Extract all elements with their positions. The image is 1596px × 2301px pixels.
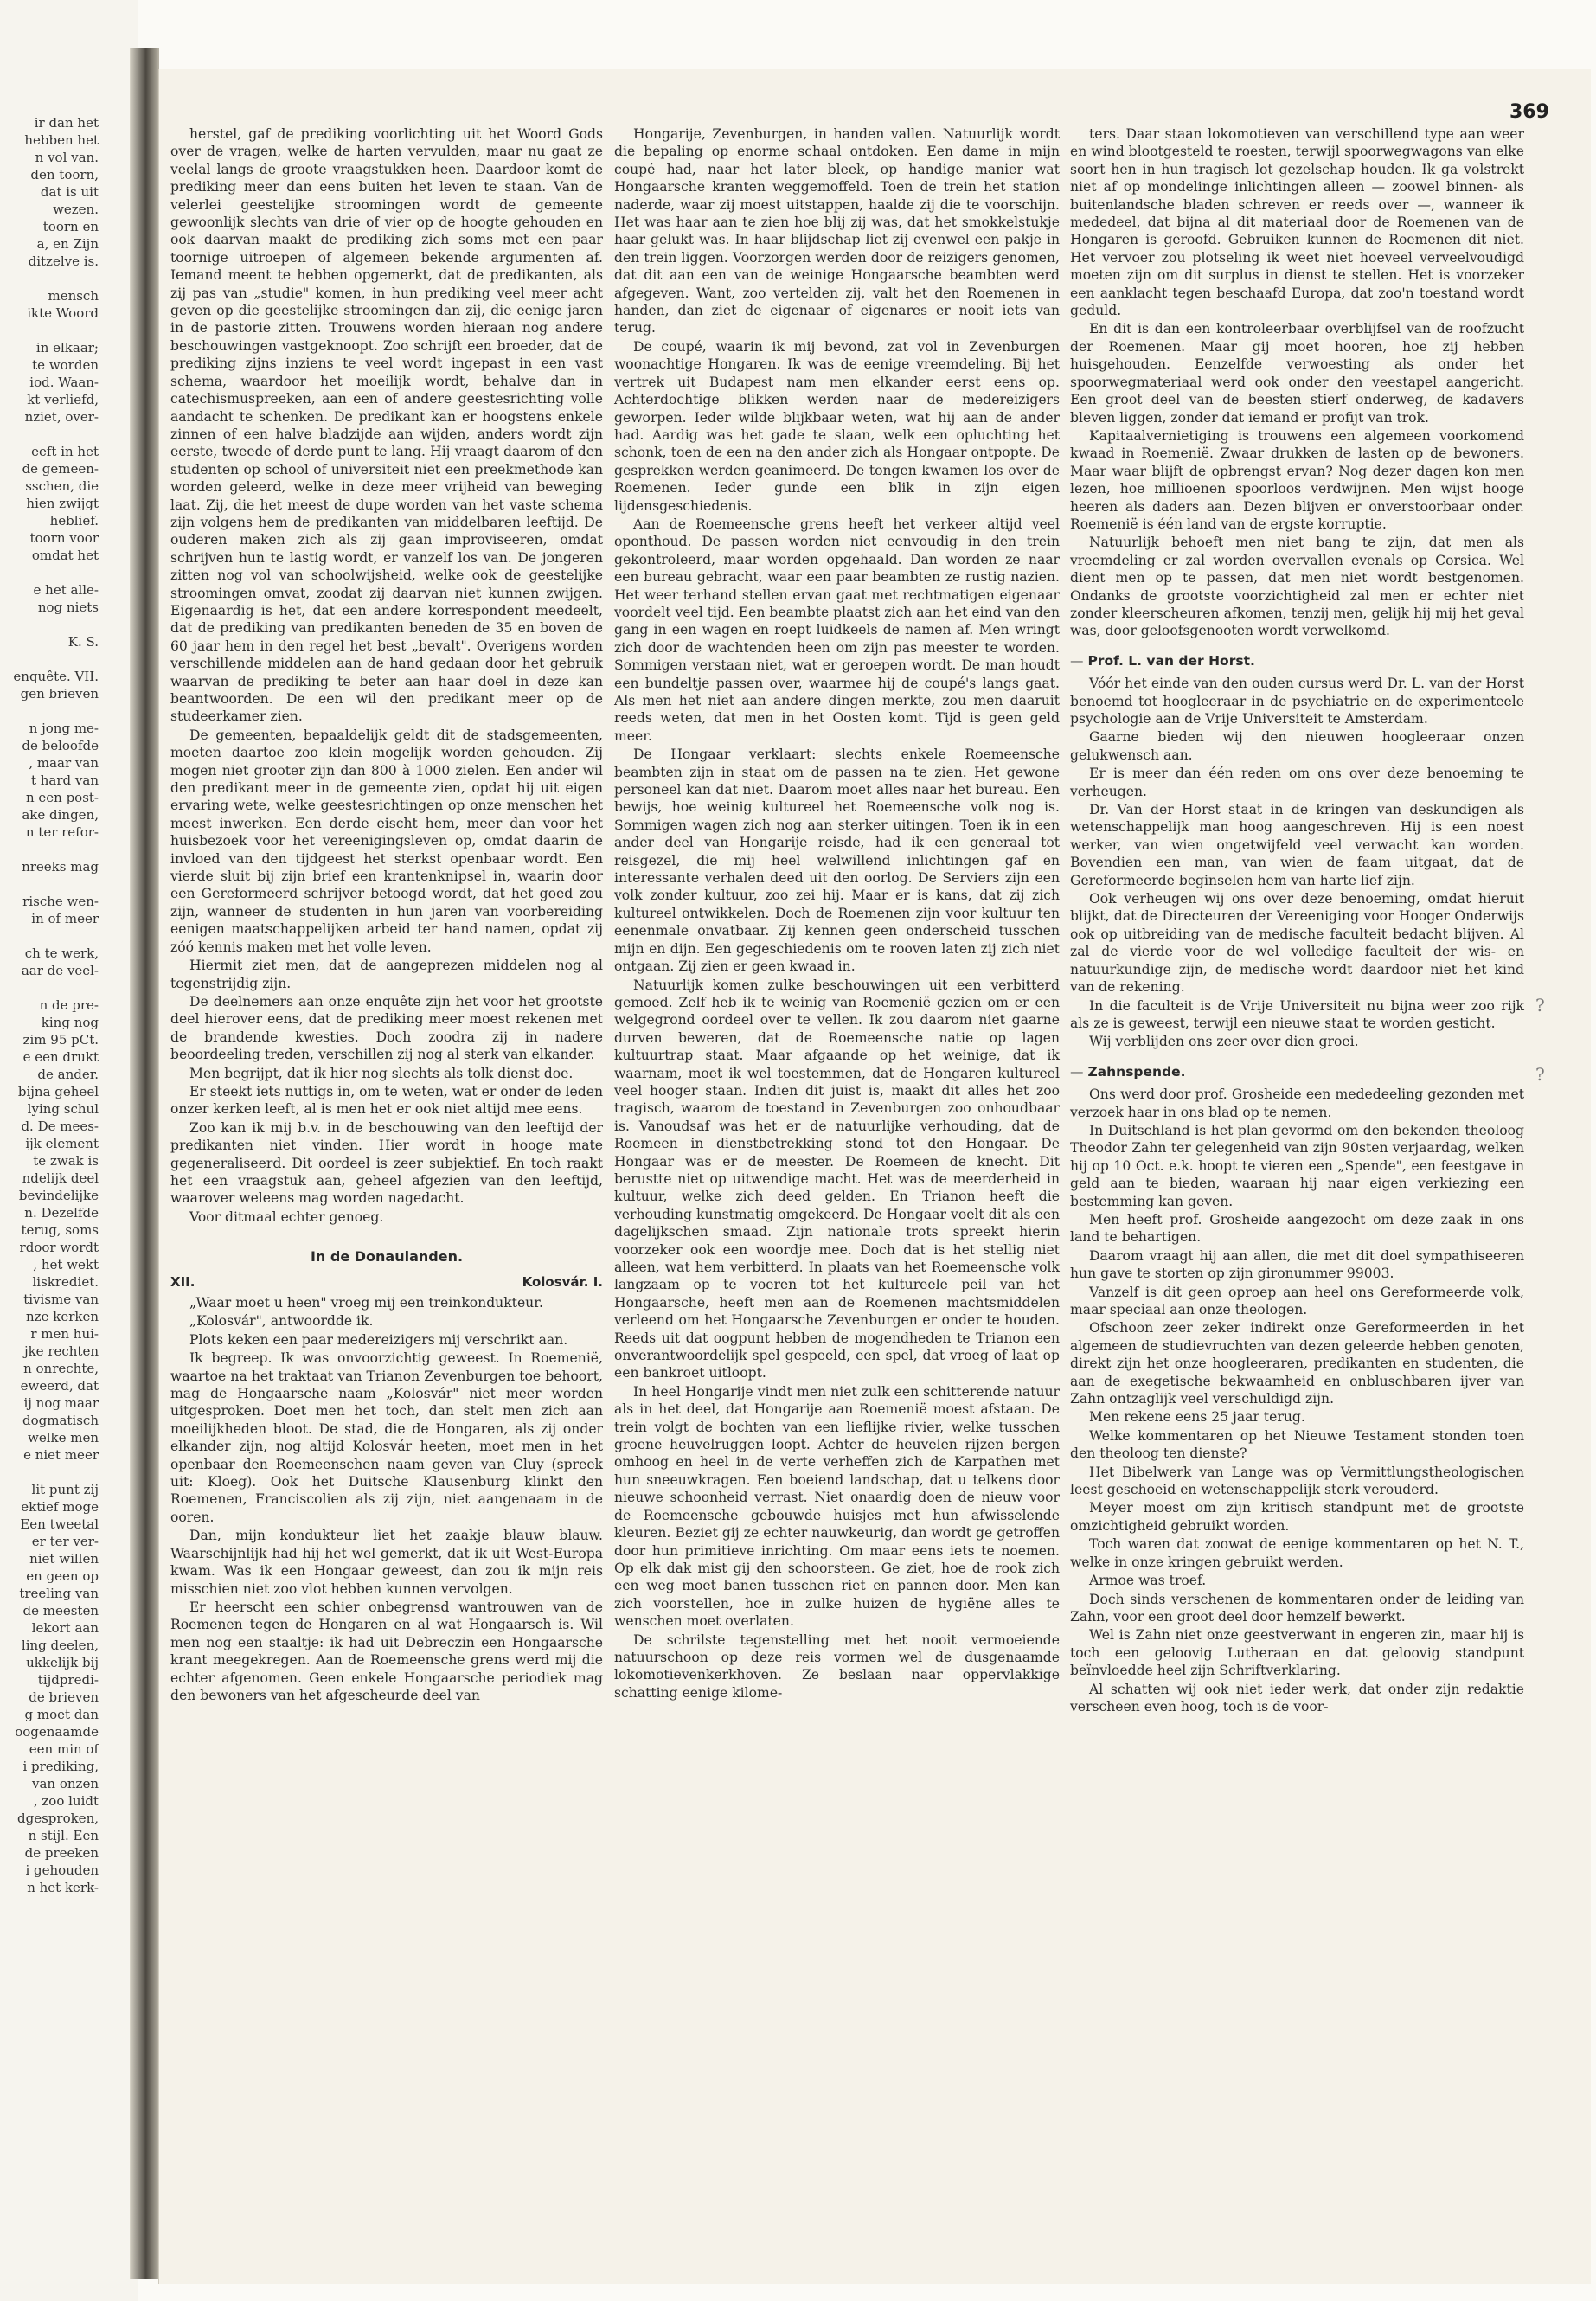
paragraph: „Kolosvár", antwoordde ik.: [189, 1313, 374, 1330]
margin-pencil-mark: ?: [1535, 1064, 1545, 1085]
page-number: 369: [1509, 101, 1549, 123]
paragraph: Doch sinds verschenen de kommentaren onder de leiding van Zahn, voor een groot deel door hemzelf bewerkt.: [1070, 1591, 1524, 1625]
rubric-2-paragraphs: [1070, 1086, 1524, 1715]
paragraph: In Duitschland is het plan gevormd om den bekenden theoloog Theodor Zahn ter gelegenheid van zijn 90sten verjaardag, welken hij op 10 Oct. e.k. hoopt te vieren een „Spende", een feestgave in geld aan te bieden, waaraan hij naar eigen verkiezing een bestemming kan geven.: [1070, 1122, 1524, 1209]
paragraph: Zoo kan ik mij b.v. in de beschouwing van den leeftijd der predikanten niet vinden. Hier wordt in hooge mate gegeneraliseerd. Dit oordeel is zeer subjektief. En toch raakt het een vraagstuk aan, geheel afgezien van den leeftijd, waarover weleens mag worden nagedacht.: [170, 1119, 603, 1207]
paragraph: Vóór het einde van den ouden cursus werd Dr. L. van der Horst benoemd tot hoogleeraar in de psychiatrie en de experimenteele psychologie aan de Vrije Universiteit te Amsterdam.: [1070, 676, 1524, 727]
column-3-paragraphs: [1070, 125, 1524, 640]
paragraph: Ons werd door prof. Grosheide een mededeeling gezonden met verzoek haar in ons blad op te nemen.: [1070, 1086, 1524, 1120]
paragraph: Men rekene eens 25 jaar terug.: [1089, 1409, 1305, 1426]
section-paragraphs: [170, 1294, 603, 1704]
paragraph: De coupé, waarin ik mij bevond, zat vol in Zevenburgen woonachtige Hongaren. Ik was de eenige vreemdeling. Bij het vertrek uit Budapest nam men elkander eerst eens op. Achterdochtige blikken werden naar de medereizigers geworpen. Ieder wilde blijkbaar weten, wat hij aan de ander had. Aardig was het gade te slaan, welk een opluchting het schonk, toen de een na den ander zich als Hongaar ontpopte. De gesprekken werden geanimeerd. De tongen kwamen los over de Roemenen. Ieder gunde een blik in zijn eigen lijdensgeschiedenis.: [614, 338, 1060, 514]
column-2: [614, 125, 1060, 1702]
paragraph: „Waar moet u heen" vroeg mij een treinkondukteur.: [189, 1295, 543, 1311]
paragraph: Aan de Roemeensche grens heeft het verkeer altijd veel oponthoud. De passen worden niet eenvoudig in den trein gekontroleerd, maar worden opgehaald. Dan worden ze naar een bureau gebracht, waar een paar beambten ze rustig nazien. Het weer terhand stellen ervan gaat met rechtmatigen eigenaar voordelt veel tijd. Een beambte plaatst zich aan het eind van den gang in een wagen en roept luidkeels de namen af. Men wringt zich door de wachtenden heen om zijn pas meester te worden. Sommigen verstaan niet, wat er geroepen wordt. De man houdt een bundeltje passen over, waarmee hij de coupé's langs gaat. Als men het niet aan andere dingen merkte, zou men daaruit reeds weten, dat men in het Oosten komt. Tijd is geen geld meer.: [614, 516, 1060, 744]
paragraph: De gemeenten, bepaaldelijk geldt dit de stadsgemeenten, moeten daartoe zoo klein mogelijk worden gehouden. Zij mogen niet grooter zijn dan 800 à 1000 zielen. Een ander wil den predikant meer in de gemeente zien, opdat hij uit eigen ervaring wete, welke geestesrichtingen op onze menschen het meest inwerken. Een derde eischt hem, meer dan voor het huisbezoek voor het vereenigingsleven op, omdat daarin de invloed van den tijdgeest het sterkst openbaar wordt. Een vierde sluit bij zijn brief een krantenknipsel in, waarin door een Gereformeerd schrijver betoogd wordt, dat het goed zou zijn, wanneer de studenten in hun jaren van voorbereiding eenigen maatschappelijken arbeid ter hand namen, opdat zij zóó kennis maken met het volle leven.: [170, 727, 603, 955]
paragraph: Meyer moest om zijn kritisch standpunt met de grootste omzichtigheid gebruikt worden.: [1070, 1500, 1524, 1534]
column-2-paragraphs: [614, 125, 1060, 1702]
previous-page-edge: [0, 0, 138, 2301]
paragraph: En dit is dan een kontroleerbaar overblijfsel van de roofzucht der Roemenen. Maar gij moet hooren, hoe zij hebben huisgehouden. Eenzelfde verwoesting als onder het spoorwegmateriaal werd ook onder den veestapel aangericht. Een groot deel van de beesten stierf onderweg, de kadavers bleven liggen, zonder dat iemand er profijt van trok.: [1070, 321, 1524, 426]
paragraph: Natuurlijk komen zulke beschouwingen uit een verbitterd gemoed. Zelf heb ik te weinig van Roemenië gezien om er een welgegrond oordeel over te vellen. Ik zou daarom niet gaarne durven beweren, dat de Roemeensche natie op lagen kultuurtrap staat. Maar afgaande op het weinige, dat ik waarnam, moet ik wel toestemmen, dat de Hongaren kultureel veel hooger staan. Indien dit juist is, maakt dit alles het zoo tragisch, waarom de toestand in Zevenburgen zoo onhoudbaar is. Vanoudsaf was het er de natuurlijke verhouding, dat de Roemeen in dienstbetrekking stond tot den Hongaar. De Hongaar was er de meester. De Roemeen de knecht. Dit berustte niet op uitwendige macht. Het was de meerderheid in kultuur, welke zich deed gelden. En Trianon heeft die verhouding kunstmatig omgekeerd. De Hongaar voelt dit als een dagelijkschen smaad. Zijn nationale trots spreekt hierin voorzeker ook een woordje mee. Doch dat is het stellig niet alleen, wat hem verbitterd. In plaats van het Roemeensche volk langzaam op te voeren tot het kultureele peil van het Hongaarsche, heeft men aan de Roemenen machtsmiddelen verleend om het Hongaarsche Zevenburgen er onder te houden. Reeds uit dat oogpunt hebben de mogendheden te Trianon een onverantwoordelijk spel gespeeld, een spel, dat vroeg of laat op een bankroet uitloopt.: [614, 977, 1060, 1381]
paragraph: Er steekt iets nuttigs in, om te weten, wat er onder de leden onzer kerken leeft, al is men het er ook niet altijd mee eens.: [170, 1083, 603, 1118]
dateline-place: Kolosvár. I.: [522, 1273, 603, 1290]
paragraph: Toch waren dat zoowat de eenige kommentaren op het N. T., welke in onze kringen gebruikt werden.: [1070, 1536, 1524, 1570]
paragraph: Wij verblijden ons zeer over dien groei.: [1089, 1034, 1359, 1050]
paragraph: Men begrijpt, dat ik hier nog slechts als tolk dienst doe.: [189, 1065, 574, 1081]
paragraph: De deelnemers aan onze enquête zijn het voor het grootste deel hierover eens, dat de prediking meer moest rekenen met de brandende kwesties. Doch zoodra zij in nadere beoordeeling treden, verschillen zij nog al sterk van elkander.: [170, 993, 603, 1063]
paragraph: Armoe was troef.: [1089, 1573, 1207, 1589]
rubric-1-paragraphs: [1070, 675, 1524, 1051]
paragraph: Voor ditmaal echter genoeg.: [189, 1208, 384, 1225]
column-1: [170, 125, 603, 1705]
paragraph: Welke kommentaren op het Nieuwe Testament stonden toen den theoloog ten dienste?: [1070, 1427, 1524, 1462]
paragraph: Dan, mijn kondukteur liet het zaakje blauw blauw. Waarschijnlijk had hij het wel gemerkt, dat ik uit West-Europa kwam. Was ik een Hongaar geweest, dan zou ik mijn reis misschien niet zoo vlot hebben kunnen vervolgen.: [170, 1528, 603, 1597]
paragraph: Er is meer dan één reden om ons over deze benoeming te verheugen.: [1070, 766, 1524, 799]
paragraph: Hongarije, Zevenburgen, in handen vallen. Natuurlijk wordt die bepaling op enorme schaal ontdoken. Een dame in mijn coupé had, naar het later bleek, op handige manier wat Hongaarsche kranten weggemoffeld. Toen de trein het station naderde, waar zij moest uitstappen, haalde zij die te voorschijn. Het was haar aan te zien hoe blij zij was, dat het smokkelstukje haar gelukt was. In haar blijdschap liet zij evenwel een pakje in den trein liggen. Voorzorgen werden door de reizigers genomen, dat dit aan een van de weinige Hongaarsche beambten werd afgegeven. Want, zoo vertelden zij, valt het den Roemenen in handen, dan ziet de eigenaar of eigenares er nooit iets van terug.: [614, 126, 1060, 336]
paragraph: Het Bibelwerk van Lange was op Vermittlungstheologischen leest geschoeid en wetenschappelijk sterk verouderd.: [1070, 1464, 1524, 1498]
paragraph: Ofschoon zeer zeker indirekt onze Gereformeerden in het algemeen de studievruchten van dezen geleerde hebben genoten, direkt zijn het onze hoogleeraren, predikanten en studenten, die aan de exegetische bekwaamheid en onbluschbaren ijver van Zahn ontzaglijk veel verschuldigd zijn.: [1070, 1320, 1524, 1407]
paragraph: Wel is Zahn niet onze geestverwant in engeren zin, maar hij is toch een geloovig Lutheraan en dat geloovig standpunt beïnvloedde heel zijn Schriftverklaring.: [1070, 1627, 1524, 1679]
paragraph: Er heerscht een schier onbegrensd wantrouwen van de Roemenen tegen de Hongaren en al wat Hongaarsch is. Wil men nog een staaltje: ik had uit Debreczin een Hongaarsche krant meegekregen. Aan de Roemeensche grens werd mij die echter afgenomen. Geen enkele Hongaarsche periodiek mag den bewoners van het afgescheurde deel van: [170, 1599, 603, 1703]
section-title-donaulanden: In de Donaulanden.: [310, 1248, 464, 1266]
part-number: XII.: [170, 1273, 195, 1290]
paragraph: Kapitaalvernietiging is trouwens een algemeen voorkomend kwaad in Roemenië. Zwaar drukken de lasten op de bewoners. Maar waar blijft de opbrengst ervan? Nog dezer dagen kon men lezen, hoe millioenen spoorloos verdwijnen. Men wijst hooge heeren als daders aan. Dezen blijven er onverstoorbaar onder. Roemenië is één land van de ergste korruptie.: [1070, 427, 1524, 532]
book-gutter: [130, 48, 159, 2279]
paragraph: De schrilste tegenstelling met het nooit vermoeiende natuurschoon op deze reis vormen wel de dusgenaamde lokomotievenkerkhoven. Ze beslaan naar oppervlakkige schatting eenige kilome-: [614, 1631, 1060, 1701]
column-3: [1070, 125, 1524, 1716]
paragraph: Ook verheugen wij ons over deze benoeming, omdat hieruit blijkt, dat de Directeuren der Vereeniging voor Hooger Onderwijs ook op uitbreiding van de medische faculteit bedacht blijven. Al zal de vierde voor de wel volledige faculteit der wis- en natuurkundige zijn, de medische wordt daardoor niet het kind van de rekening.: [1070, 891, 1524, 996]
paragraph: Men heeft prof. Grosheide aangezocht om deze zaak in ons land te behartigen.: [1070, 1211, 1524, 1246]
paragraph: Dr. Van der Horst staat in de kringen van deskundigen als wetenschappelijk man hoog aangeschreven. Hij is een noest werker, van wien ongetwijfeld veel verwacht kan worden. Bovendien een man, van wien de faam uitgaat, dat de Gereformeerde beginselen hem van harte lief zijn.: [1070, 802, 1524, 888]
dateline: [170, 1273, 603, 1291]
paragraph: ters. Daar staan lokomotieven van verschillend type aan weer en wind blootgesteld te roesten, terwijl spoorwegwagons van elke soort hen in hun tragisch lot gezelschap houden. Ik ga volstrekt niet af op mondelinge inlichtingen alleen — zoowel binnen- als buitenlandsche bladen schreven er reeds over —, wanneer ik mededeel, dat bijna al dit materiaal door de Roemenen van de Hongaren is geroofd. Gebruiken kunnen de Roemenen dit niet. Het vervoer zou plotseling ik weet niet hoeveel verveelvoudigd moeten zijn om dit surplus in dienst te stellen. Het is voorzeker een aanklacht tegen beschaafd Europa, dat zoo'n toestand wordt geduld.: [1070, 126, 1524, 319]
paragraph: herstel, gaf de prediking voorlichting uit het Woord Gods over de vragen, welke de harten vervulden, maar nu gaat ze veelal langs de groote vraagstukken heen. Daardoor komt de prediking meer dan eens buiten het leven te staan. Van de velerlei geestelijke stroomingen wordt de gemeente gewoonlijk slechts van drie of vier op de hoogte gehouden en ook daarvan maakt de prediking zich soms met een paar toornige uitroepen of algemeen bekende argumenten af. Iemand meent te hebben opgemerkt, dat de predikanten, als zij pas van „studie" komen, in hun prediking veel meer acht geven op die geestelijke stroomingen dan zij, die eenige jaren in de pastorie zitten. Trouwens worden hieraan nog andere beschouwingen vastgeknoopt. Zoo schrijft een broeder, dat de prediking zijns inziens te veel wordt ingepast in een vast schema, waardoor het moeilijk wordt, behalve dan in catechismuspreeken, aan een of andere geestesrichting volle aandacht te schenken. De predikant kan er hoogstens enkele zinnen of een halve bladzijde aan wijden, anders wordt zijn eerste, tweede of derde punt te lang. Hij vraagt daarom of den studenten op school of universiteit niet een preekmethode kan worden geleerd, welke in deze meer vrijheid van beweging laat. Zij, die het meest de dupe worden van het vaste schema zijn volgens hem de predikanten van middelbaren leeftijd. De ouderen maken zich als zij gaan improviseeren, omdat schrijven hun te lastig wordt, er vanzelf los van. De jongeren zitten nog vol van schoolwijsheid, welke ook de geestelijke stroomingen omvat, zoodat zij daarvan niet kunnen zwijgen. Eigenaardig is het, dat een andere korrespondent meedeelt, dat de prediking van predikanten beneden de 35 en boven de 60 jaar hem in den regel het best „bevalt". Overigens worden verschillende middelen aan de hand gedaan door het gebruik waarvan de prediking te beter aan haar doel in deze kan beantwoorden. De een wil den predikant meer op de studeerkamer zien.: [170, 126, 603, 725]
paragraph: Plots keken een paar medereizigers mij verschrikt aan.: [189, 1331, 568, 1348]
margin-pencil-mark: ?: [1535, 995, 1545, 1016]
paragraph: In die faculteit is de Vrije Universiteit nu bijna weer zoo rijk als ze is geweest, terwijl een nieuwe staat te worden gesticht.: [1070, 997, 1524, 1031]
paragraph: De Hongaar verklaart: slechts enkele Roemeensche beambten zijn in staat om de passen na te zien. Het gewone personeel kan dat niet. Daarom moet alles naar het bureau. Een bewijs, hoe weinig kultureel het Roemeensche volk nog is. Sommigen wagen zich nog aan sterker uitingen. Toen ik in een ander deel van Hongarije reisde, had ik een generaal tot reisgezel, die mij heel welwillend inlichtingen gaf en interessante verhalen deed uit den oorlog. De Serviers zijn een volk zonder kultuur, zoo zei hij. Maar er is kans, dat zij zich kultureel ontwikkelen. Doch de Roemenen zijn voor kultuur ten eenenmale onvatbaar. Zij kennen geen onderscheid tusschen mijn en dijn. Een gegeschiedenis om te rooven laten zij zich niet ontgaan. Zij zien er geen kwaad in.: [614, 747, 1060, 975]
previous-page-column-fragment: ir dan het hebben het n vol van. den toorn, dat is uit wezen. toorn en a, en Zijn ditzelve is. mensch ikte Woord in elkaar; te worden iod. Waan- kt verliefd, nziet, over- eeft in het de gemeen- sschen, die hien zwijgt heblief. toorn voor omdat het e het alle- nog niets K. S. enquête. VII. gen brieven n jong me- de beloofde , maar van t hard van n een post- ake dingen, n ter refor- nreeks mag rische wen- in of meer ch te werk, aar de veel- n de pre- king nog zim 95 pCt. e een drukt de ander. bijna geheel lying schul d. De mees- ijk element te zwak is ndelijk deel bevindelijke n. Dezelfde terug, soms rdoor wordt , het wekt liskrediet. tivisme van nze kerken r men hui- jke rechten n onrechte, eweerd, dat ij nog maar dogmatisch welke men e niet meer lit punt zij ektief moge Een tweetal er ter ver- niet willen en geen op treeling van de meesten lekort aan ling deelen, ukkelijk bij tijdpredi- de brieven g moet dan oogenaamde een min of i prediking, van onzen , zoo luidt dgesproken, n stijl. Een de preeken i gehouden n het kerk-: [13, 115, 99, 1895]
paragraph: Vanzelf is dit geen oproep aan heel ons Gereformeerde volk, maar speciaal aan onze theologen.: [1070, 1284, 1524, 1317]
rubric-zahnspende: — Zahnspende.: [1070, 1063, 1524, 1080]
paragraph: Hiermit ziet men, dat de aangeprezen middelen nog al tegenstrijdig zijn.: [170, 958, 603, 991]
paragraph: Daarom vraagt hij aan allen, die met dit doel sympathiseeren hun gave te storten op zijn gironummer 99003.: [1070, 1247, 1524, 1282]
paragraph: Ik begreep. Ik was onvoorzichtig geweest. In Roemenië, waartoe na het traktaat van Trianon Zevenburgen toe behoort, mag de Hongaarsche naam „Kolosvár" niet meer worden uitgesproken. Doet men het toch, dan stelt men zich aan moeilijkheden bloot. De stad, die de Hongaren, als zij onder elkander zijn, nog altijd Kolosvár heeten, moet men in het openbaar den Roemeenschen naam geven van Cluy (spreek uit: Kloeg). Ook het Duitsche Klausenburg klinkt den Roemenen, Franciscolien als zij zijn, niet aangenaam in de ooren.: [170, 1350, 603, 1525]
paragraph: Al schatten wij ook niet ieder werk, dat onder zijn redaktie verscheen even hoog, toch is de voor-: [1070, 1681, 1524, 1715]
column-1-paragraphs: [170, 125, 603, 1226]
paragraph: Natuurlijk behoeft men niet bang te zijn, dat men als vreemdeling er zal worden overvallen evenals op Corsica. Wel dient men op te passen, dat men niet wordt bestgenomen. Ondanks de grootste voorzichtigheid zal men er echter niet zonder kleerscheuren afkomen, tenzij men, gelijk hij mij het geval was, door geloofsgenooten wordt verwelkomd.: [1070, 535, 1524, 639]
paragraph: In heel Hongarije vindt men niet zulk een schitterende natuur als in het deel, dat Hongarije aan Roemenië moest afstaan. De trein volgt de bochten van een lieflijke rivier, welke tusschen groene heuvelruggen loopt. Achter de heuvelen rijzen bergen omhoog en heel in de verte verheffen zich de Karpathen met hun sneeuwkragen. Een boeiend landschap, dat u telkens door nieuwe schoonheid verrast. Niet onaardig doen de nieuw voor de Roemeensche gebouwde huisjes met hun afwisselende kleuren. Beziet gij ze echter nauwkeurig, dan wordt ge getroffen door hun primitieve inrichting. Om maar eens iets te noemen. Op elk dak mist gij den schoorsteen. Ge ziet, hoe de rook zich een weg moet banen tusschen riet en pannen door. Men kan zich voorstellen, hoe in zulke huizen de hygiëne alles te wenschen moet overlaten.: [614, 1383, 1060, 1630]
rubric-prof-van-der-horst: — Prof. L. van der Horst.: [1070, 652, 1524, 670]
paragraph: Gaarne bieden wij den nieuwen hoogleeraar onzen gelukwensch aan.: [1070, 729, 1524, 763]
